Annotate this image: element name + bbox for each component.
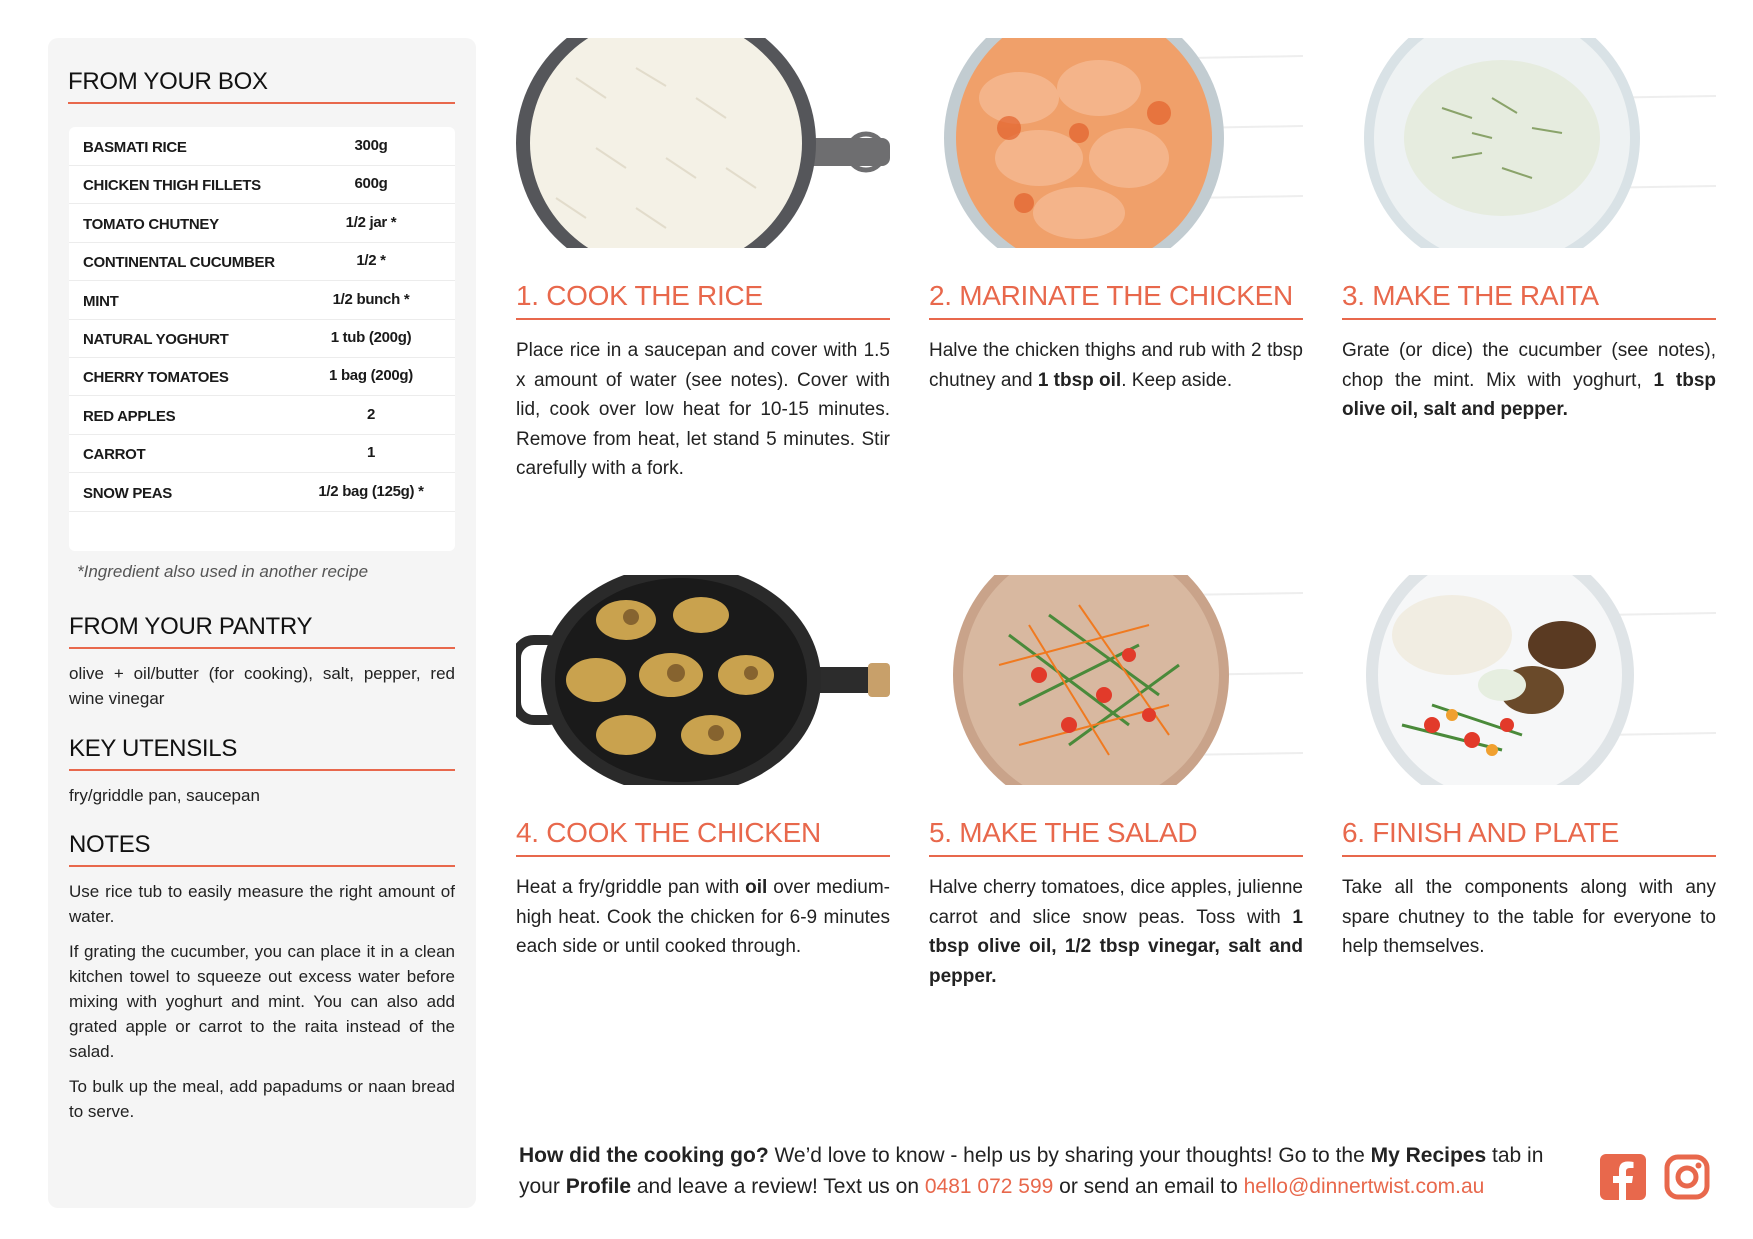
step-1 (516, 38, 890, 488)
step-6-title: 6. FINISH AND PLATE (1342, 817, 1716, 857)
step-text-run: Halve cherry tomatoes, dice apples, julienne carrot and slice snow peas. Toss with (929, 877, 1303, 928)
instagram-icon[interactable] (1664, 1154, 1710, 1200)
feedback-text-4: or send an email to (1053, 1175, 1244, 1198)
feedback-text-2: tab in your (519, 1144, 1544, 1198)
step-2 (929, 38, 1303, 488)
notes-heading: NOTES (69, 831, 455, 867)
ingredient-row (69, 357, 455, 396)
notes-section (69, 831, 455, 1124)
email-link[interactable]: hello@dinnertwist.com.au (1243, 1175, 1485, 1198)
ingredient-name: MINT (83, 292, 119, 310)
grilled-chicken-pan-image (516, 575, 890, 785)
ingredient-row (69, 165, 455, 204)
ingredient-name: TOMATO CHUTNEY (83, 215, 219, 233)
feedback-question: How did the cooking go? (519, 1144, 769, 1167)
step-3-title: 3. MAKE THE RAITA (1342, 280, 1716, 320)
rice-pot-image (516, 38, 890, 248)
feedback-text-3: and leave a review! Text us on (631, 1175, 925, 1198)
ingredient-quantity: 1/2 * (356, 252, 386, 270)
step-text-bold: oil (745, 877, 768, 898)
step-text-run: Heat a fry/griddle pan with (516, 877, 746, 898)
feedback-text-1: We’d love to know - help us by sharing your thoughts! Go to the (768, 1144, 1371, 1167)
step-text-run: Grate (or dice) the cucumber (see notes), chop the mint. Mix with yoghurt, (1342, 340, 1716, 391)
profile-label: Profile (565, 1175, 632, 1198)
note-2: If grating the cucumber, you can place it in a clean kitchen towel to squeeze out excess water before mixing with yoghurt and mint. You can also add grated apple or carrot to the raita instead of the salad. (69, 942, 455, 1061)
step-2-text (929, 336, 1303, 395)
salad-bowl-image (929, 575, 1303, 785)
box-section (68, 68, 455, 104)
ingredient-row (69, 434, 455, 473)
step-5 (929, 575, 1303, 1025)
footnote: *Ingredient also used in another recipe (77, 562, 369, 581)
ingredient-name: CARROT (83, 446, 146, 464)
ingredient-quantity: 1/2 jar * (345, 213, 397, 231)
ingredient-name: CHERRY TOMATOES (83, 369, 229, 387)
ingredient-row (69, 204, 455, 243)
step-text-run: Place rice in a saucepan and cover with 1.5 x amount of water (see notes). Cover with lid, cook over low heat for 10-15 minutes. Remove from heat, let stand 5 minutes. Stir carefully with a fork. (516, 340, 890, 479)
note-3: To bulk up the meal, add papadums or naan bread to serve. (69, 1077, 455, 1121)
ingredient-row (69, 396, 455, 435)
sidebar (48, 38, 476, 1208)
step-3 (1342, 38, 1716, 488)
pantry-heading: FROM YOUR PANTRY (69, 613, 455, 649)
ingredient-quantity: 2 (366, 405, 376, 423)
step-6-text (1342, 873, 1716, 962)
utensils-text: fry/griddle pan, saucepan (69, 786, 260, 805)
ingredient-name: SNOW PEAS (83, 484, 172, 502)
box-heading: FROM YOUR BOX (68, 68, 455, 104)
ingredient-row (69, 473, 455, 512)
ingredient-quantity: 1/2 bag (125g) * (318, 482, 424, 500)
step-text-run: Take all the components along with any spare chutney to the table for everyone to help themselves. (1342, 877, 1716, 957)
step-text-run: Halve the chicken thighs and rub with 2 tbsp chutney and (929, 340, 1303, 391)
ingredients-table (69, 127, 455, 551)
plated-meal-image (1342, 575, 1716, 785)
ingredient-quantity: 300g (354, 137, 388, 154)
step-1-text (516, 336, 890, 484)
step-4-title: 4. COOK THE CHICKEN (516, 817, 890, 857)
ingredient-quantity: 1 tub (200g) (330, 329, 412, 346)
ingredient-quantity: 600g (354, 175, 388, 193)
step-4 (516, 575, 890, 1025)
step-5-title: 5. MAKE THE SALAD (929, 817, 1303, 857)
phone-number-link[interactable]: 0481 072 599 (924, 1175, 1054, 1198)
ingredient-name: CONTINENTAL CUCUMBER (83, 254, 275, 272)
ingredient-name: CHICKEN THIGH FILLETS (83, 177, 261, 195)
ingredient-name: BASMATI RICE (83, 139, 187, 156)
step-text-run: . Keep aside. (1121, 369, 1233, 391)
step-1-title: 1. COOK THE RICE (516, 280, 890, 320)
step-3-text (1342, 336, 1716, 425)
step-text-bold: 1 tbsp olive oil, salt and pepper. (1342, 369, 1716, 420)
ingredient-row (69, 242, 455, 281)
marinated-chicken-image (929, 38, 1303, 248)
step-text-run: over medium-high heat. Cook the chicken for 6-9 minutes each side or until cooked through. (516, 877, 891, 957)
ingredient-name: NATURAL YOGHURT (83, 331, 229, 348)
step-text-bold: 1 tbsp olive oil, 1/2 tbsp vinegar, salt and pepper. (929, 906, 1303, 987)
ingredient-quantity: 1/2 bunch * (332, 290, 410, 308)
step-5-text (929, 873, 1303, 991)
ingredient-quantity: 1 bag (200g) (329, 367, 413, 385)
pantry-section (69, 613, 455, 711)
ingredient-name: RED APPLES (83, 407, 176, 425)
note-1: Use rice tub to easily measure the right amount of water. (69, 882, 455, 926)
pantry-text: olive + oil/butter (for cooking), salt, pepper, red wine vinegar (69, 664, 455, 708)
raita-bowl-image (1342, 38, 1716, 248)
utensils-section (69, 735, 455, 808)
utensils-heading: KEY UTENSILS (69, 735, 455, 771)
step-2-title: 2. MARINATE THE CHICKEN (929, 280, 1303, 320)
feedback-message (519, 1140, 1579, 1202)
ingredient-row (69, 319, 455, 358)
step-6 (1342, 575, 1716, 1025)
ingredient-row (69, 281, 455, 320)
facebook-icon[interactable] (1600, 1154, 1646, 1200)
ingredient-quantity: 1 (366, 444, 376, 462)
ingredient-row (69, 127, 455, 166)
my-recipes-label: My Recipes (1370, 1144, 1487, 1167)
step-text-bold: 1 tbsp oil (1037, 369, 1122, 391)
step-4-text (516, 873, 890, 962)
